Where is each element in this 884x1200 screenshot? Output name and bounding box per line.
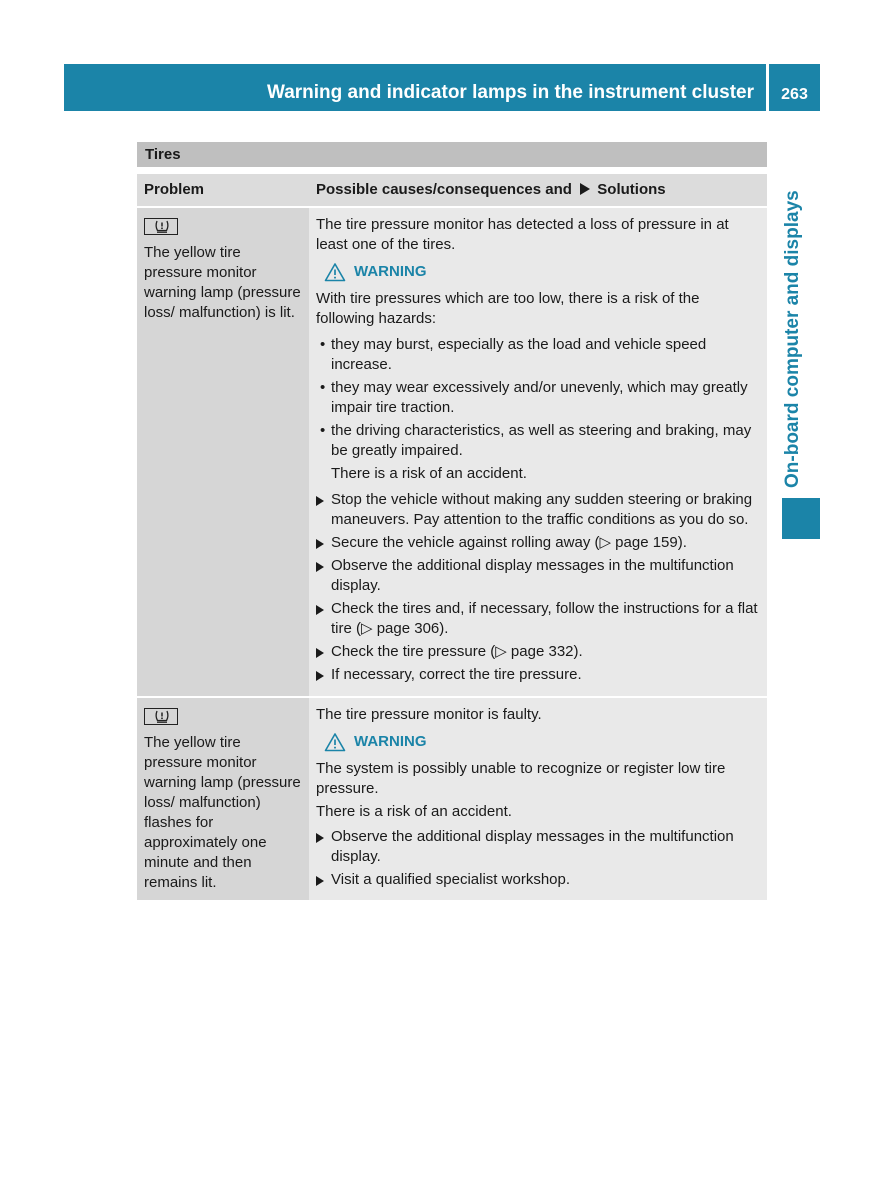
solutions-cell — [309, 208, 767, 696]
problem-cell — [137, 208, 309, 696]
warning-heading — [324, 262, 760, 282]
warning-label: WARNING — [354, 263, 427, 280]
problem-cell — [137, 698, 309, 900]
list-item: • the driving characteristics, as well as steering and braking, may be greatly impaired. — [316, 421, 760, 461]
table-header-row — [137, 174, 767, 206]
col-header-problem: Problem — [144, 181, 205, 198]
table-row — [137, 208, 767, 696]
list-item: • they may wear excessively and/or unevenly, which may greatly impair tire traction. — [316, 378, 760, 418]
solutions-cell — [309, 698, 767, 900]
col-header-causes — [309, 174, 767, 206]
page-header-title: Warning and indicator lamps in the instrument cluster — [266, 82, 754, 103]
step-arrow-icon — [316, 671, 324, 681]
page-number: 263 — [781, 86, 808, 103]
step-item — [316, 556, 760, 596]
tire-pressure-lamp-icon — [144, 218, 178, 235]
problem-text: The yellow tire pressure monitor warning lamp (pressure loss/ malfunction) is lit. — [144, 244, 301, 321]
step-text: Observe the additional display messages in the multifunction display. — [331, 557, 734, 594]
header-bar — [64, 64, 766, 111]
step-text: If necessary, correct the tire pressure. — [331, 666, 582, 683]
step-item — [316, 665, 760, 685]
step-item — [316, 490, 760, 530]
step-text: Check the tire pressure (▷ page 332). — [331, 643, 583, 660]
warning-triangle-icon — [324, 732, 346, 752]
side-tab-marker — [782, 498, 820, 539]
step-arrow-icon — [316, 496, 324, 506]
col-header-causes-text: Possible causes/consequences and — [316, 181, 572, 198]
table-row — [137, 698, 767, 900]
tires-table — [137, 142, 767, 900]
step-item — [316, 642, 760, 662]
step-item — [316, 827, 760, 867]
intro-text: The tire pressure monitor is faulty. — [316, 706, 542, 723]
step-item — [316, 870, 760, 890]
step-arrow-icon — [316, 562, 324, 572]
warning-text: With tire pressures which are too low, there is a risk of the following hazards: — [316, 290, 700, 327]
warning-triangle-icon — [324, 262, 346, 282]
step-arrow-icon — [316, 833, 324, 843]
risk-text: There is a risk of an accident. — [331, 465, 527, 482]
problem-text: The yellow tire pressure monitor warning lamp (pressure loss/ malfunction) flashes for approximately one minute and then remains lit. — [144, 734, 301, 891]
step-item — [316, 599, 760, 639]
step-arrow-icon — [316, 605, 324, 615]
page-number-box — [769, 64, 820, 111]
step-text: Visit a qualified specialist workshop. — [331, 871, 571, 888]
step-arrow-icon — [580, 183, 590, 195]
side-tab-label: On-board computer and displays — [782, 190, 803, 488]
tire-pressure-lamp-icon — [144, 708, 178, 725]
warning-label: WARNING — [354, 733, 427, 750]
col-header-solutions-text: Solutions — [597, 181, 666, 198]
step-text: Secure the vehicle against rolling away (▷ page 159). — [331, 534, 687, 551]
step-text: Check the tires and, if necessary, follow the instructions for a flat tire (▷ page 306). — [331, 600, 758, 637]
step-arrow-icon — [316, 648, 324, 658]
step-arrow-icon — [316, 539, 324, 549]
warning-text: The system is possibly unable to recognize or register low tire pressure. — [316, 760, 726, 797]
step-text: Observe the additional display messages in the multifunction display. — [331, 828, 734, 865]
risk-text: There is a risk of an accident. — [316, 803, 512, 820]
intro-text: The tire pressure monitor has detected a loss of pressure in at least one of the tires. — [316, 216, 729, 253]
step-item — [316, 533, 760, 553]
step-text: Stop the vehicle without making any sudden steering or braking maneuvers. Pay attention to the traffic conditions as you do so. — [331, 491, 753, 528]
table-title: Tires — [137, 142, 767, 167]
warning-heading — [324, 732, 760, 752]
step-arrow-icon — [316, 876, 324, 886]
list-item: • they may burst, especially as the load and vehicle speed increase. — [316, 335, 760, 375]
